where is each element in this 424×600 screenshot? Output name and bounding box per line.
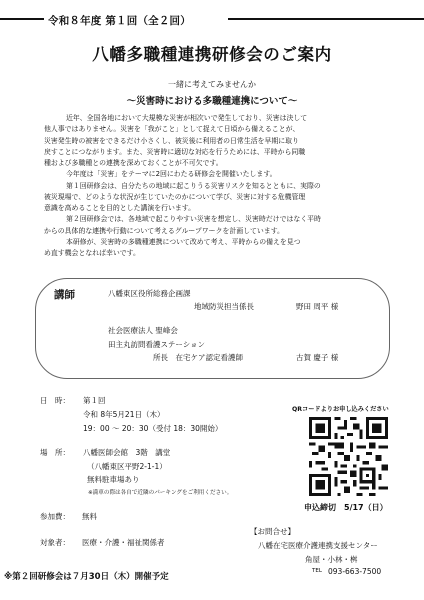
fee-value: 無料 xyxy=(82,512,97,521)
footer-note: ※第２回研修会は７月30日（木）開催予定 xyxy=(4,572,169,582)
datetime-session: 第１回 xyxy=(83,396,106,405)
phone-icon: TEL xyxy=(312,568,322,574)
deadline: 申込締切 5/17（日） xyxy=(304,503,388,512)
venue-address: （八幡東区平野2-1-1） xyxy=(87,462,167,471)
intro-line: 災害発生時の被害をできるだけ小さくし、被災後に利用者の日常生活を早期に取り xyxy=(44,137,299,145)
header-text: 令和８年度 第１回（全２回） xyxy=(48,15,191,27)
lecturer2-station: 田主丸訪問看護ステーション xyxy=(108,340,206,349)
lecturer1-org: 八幡東区役所総務企画課 xyxy=(108,289,191,298)
intro-line: 第１回研修会は、自分たちの地域に起こりうる災害リスクを知るとともに、実際の xyxy=(66,182,321,190)
page-title: 八幡多職種連携研修会のご案内 xyxy=(92,45,332,64)
header-rule-right xyxy=(228,18,424,20)
qr-code-icon[interactable] xyxy=(309,417,388,496)
intro-line: 本研修が、災害時の多職種連携について改めて考え、平時からの備えを見つ xyxy=(66,238,301,246)
intro-line: 被災現場で、どのような状況が生じていたのかについて学び、災害に対する危機管理 xyxy=(44,193,306,201)
intro-line: からの具体的な連携や行動について考えるグループワークを計画しています。 xyxy=(44,227,284,235)
intro-line: 他人事ではありません。災害を「我がこと」として捉えて日頃から備えることが、 xyxy=(44,125,300,133)
contact-tel[interactable]: 093-663-7500 xyxy=(328,567,382,576)
lecturer1-name: 野田 周平 様 xyxy=(296,302,339,311)
lecturer2-role: 所長 在宅ケア認定看護師 xyxy=(153,353,243,362)
datetime-label: 日 時： xyxy=(40,396,70,405)
lecturer1-dept: 地域防災担当係長 xyxy=(194,302,254,311)
intro-line: 近年、全国各地において大規模な災害が相次いで発生しており、災害は決して xyxy=(66,114,308,122)
header-bar xyxy=(0,13,424,25)
header-rule-left xyxy=(0,18,44,20)
target-label: 対象者： xyxy=(40,538,70,547)
fee-label: 参加費： xyxy=(40,512,70,521)
datetime-time: 19：00 ～ 20：30（受付 18：30開始） xyxy=(83,424,223,433)
qr-label: QRコードよりお申し込みください xyxy=(292,406,389,413)
lecturer-label: 講師 xyxy=(54,289,75,301)
contact-org: 八幡在宅医療介護連携支援センター xyxy=(258,541,378,550)
lecturer2-name: 古賀 慶子 様 xyxy=(296,353,339,362)
target-value: 医療・介護・福祉関係者 xyxy=(82,538,165,547)
subtitle-invitation: 一緒に考えてみませんか xyxy=(168,80,256,89)
intro-line: 戻すことにつながります。また、災害時に適切な対応を行うためには、平時から同職 xyxy=(44,148,306,156)
intro-line: 今年度は「災害」をテーマに2回にわたる研修会を開催いたします。 xyxy=(66,170,277,178)
intro-line: 意識を高めることを目的とした講演を行います。 xyxy=(44,204,196,212)
lecturer-box xyxy=(35,278,390,379)
intro-line: 第２回研修会では、各地域で起こりやすい災害を想定し、災害時だけではなく平時 xyxy=(66,215,321,223)
subtitle-theme: ～災害時における多職種連携について～ xyxy=(126,96,298,107)
contact-people: 角屋・小林・桝 xyxy=(305,555,358,564)
datetime-date: 令和 8年5月21日（木） xyxy=(83,410,165,419)
venue-label: 場 所： xyxy=(40,448,70,457)
venue-parking-note: ※満車の際は各自で近隣のパーキングをご利用ください。 xyxy=(88,490,233,496)
intro-line: 種および多職種との連携を深めておくことが不可欠です。 xyxy=(44,159,223,167)
intro-line: め直す機会となれば幸いです。 xyxy=(44,249,140,257)
lecturer2-org: 社会医療法人 聖峰会 xyxy=(108,326,178,335)
venue-parking: 無料駐車場あり xyxy=(87,475,140,484)
venue-name: 八幡医師会館 3階 講堂 xyxy=(83,448,171,457)
contact-heading: 【お問合せ】 xyxy=(250,527,295,536)
